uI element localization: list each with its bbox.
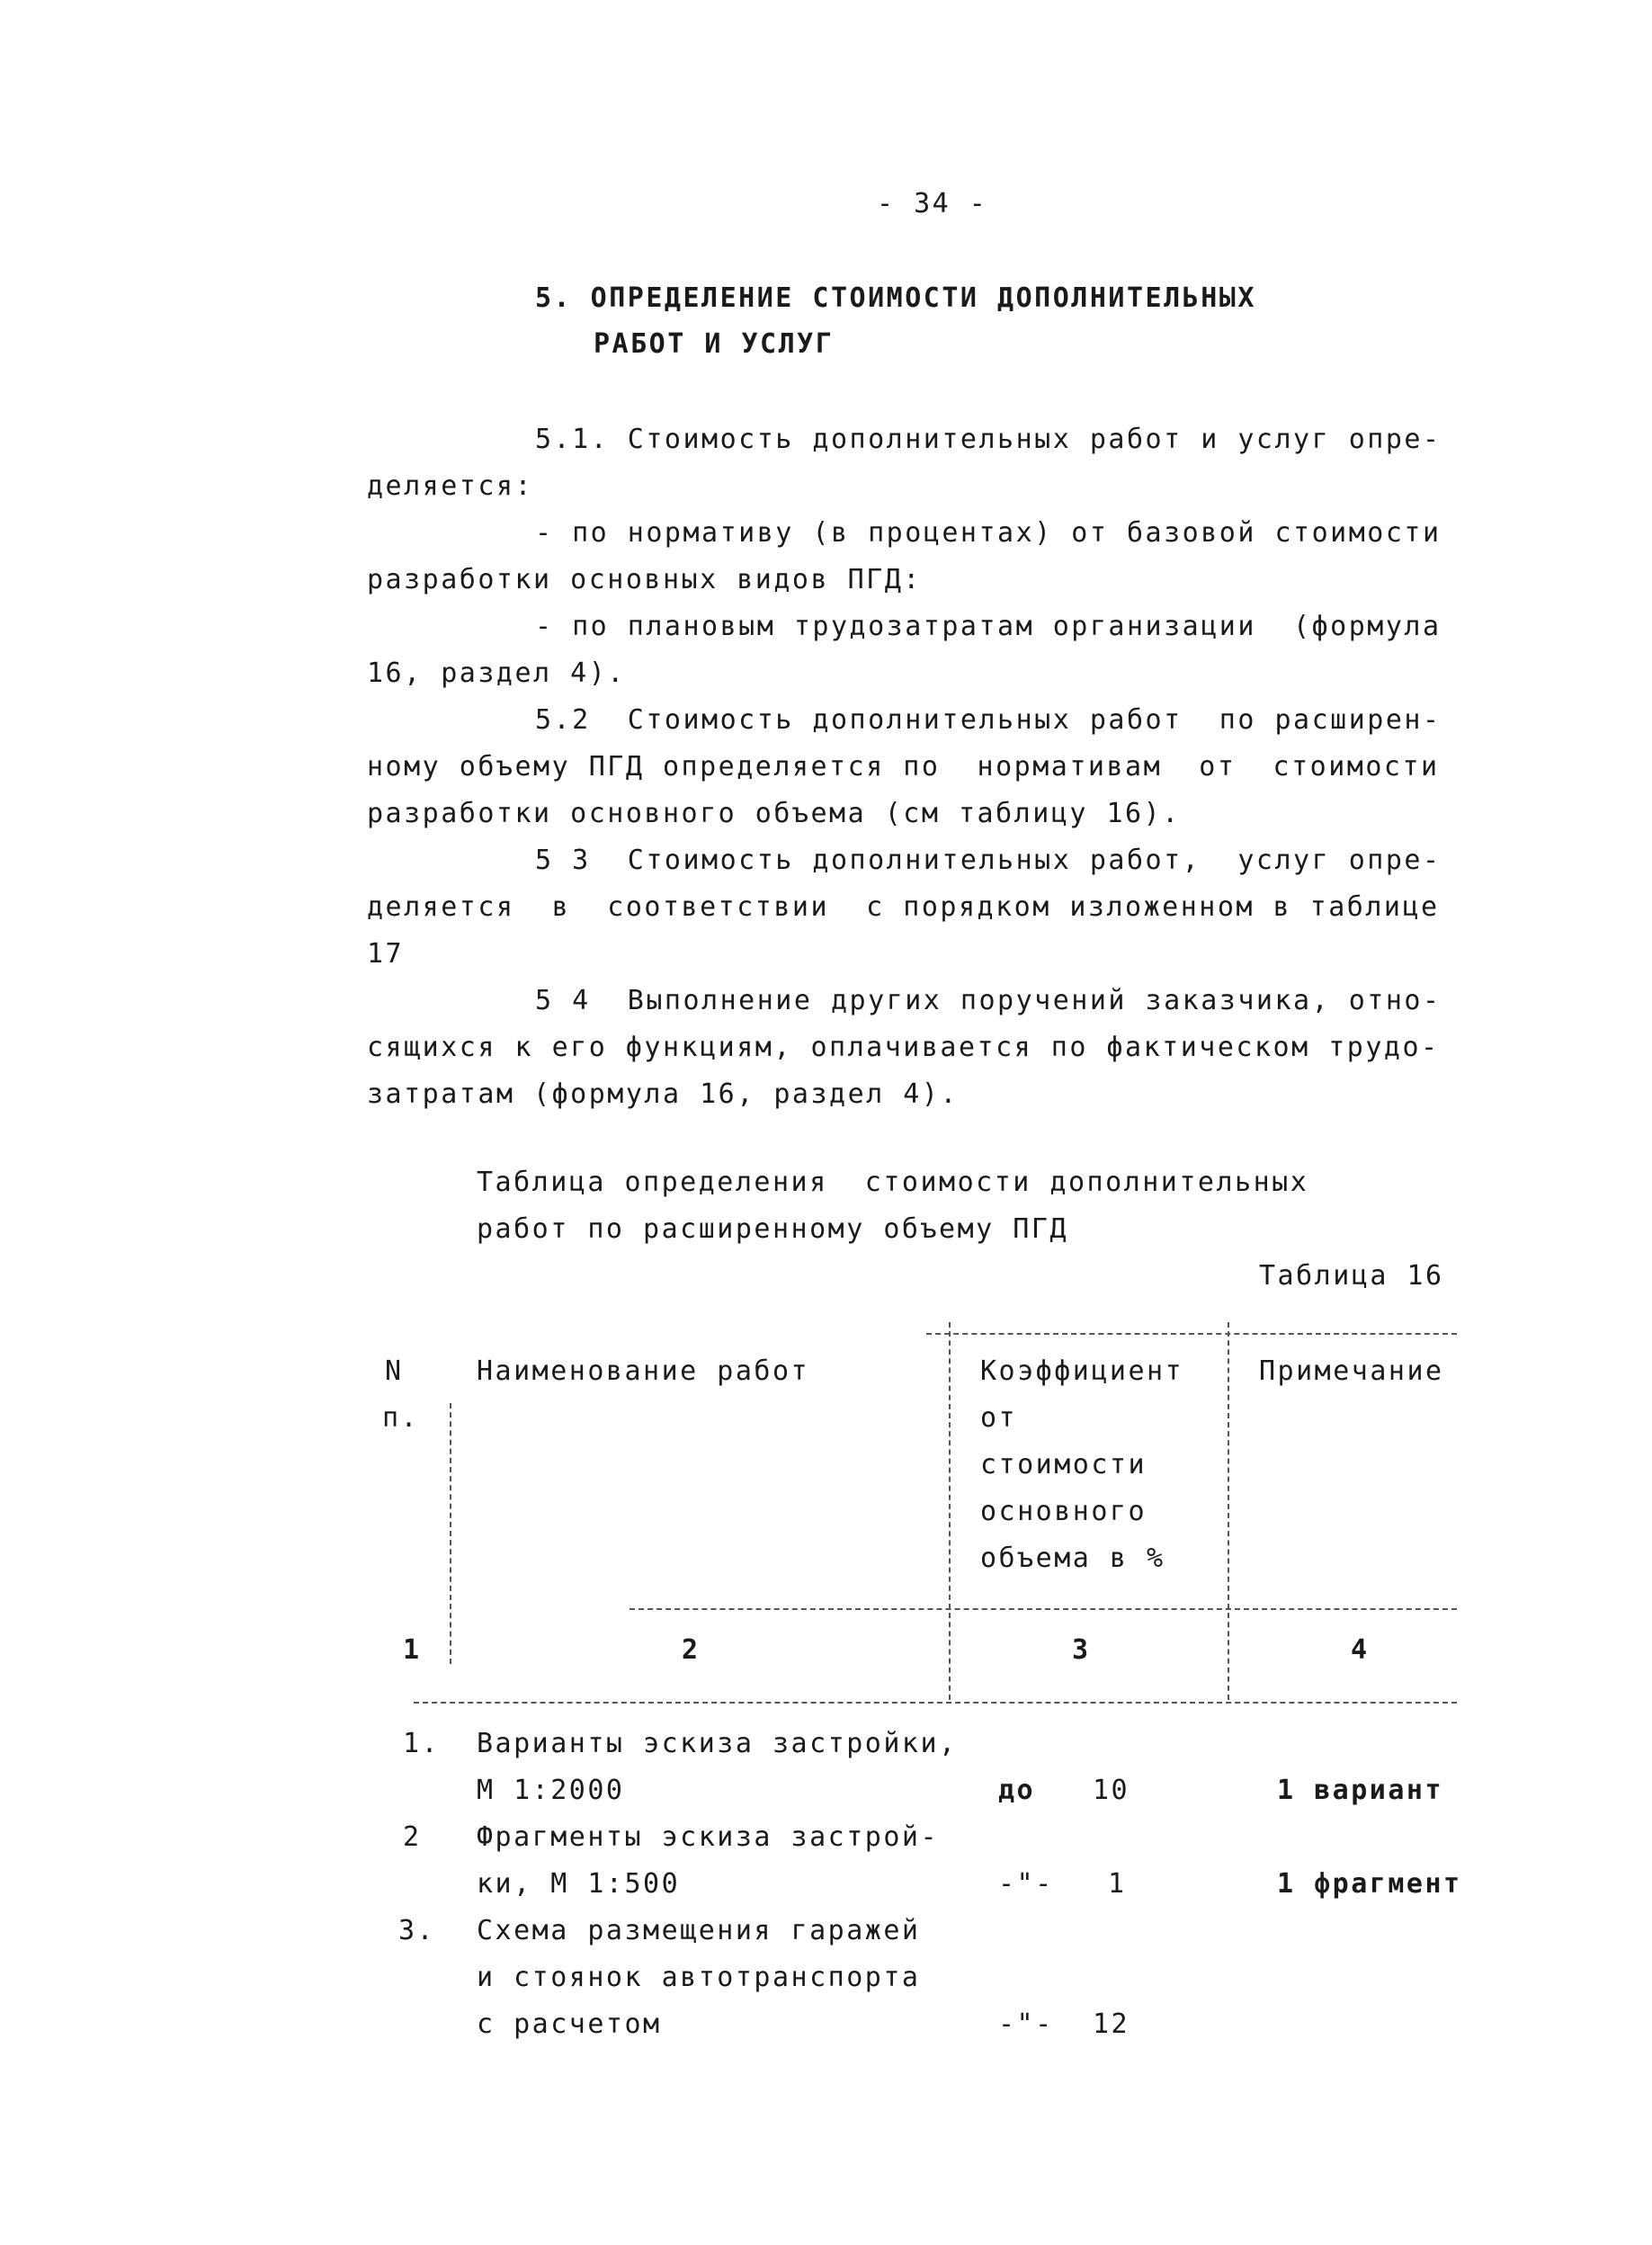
- paragraph-line: затратам (формула 16, раздел 4).: [367, 1078, 959, 1110]
- header-col3-line: от: [980, 1402, 1018, 1434]
- table-divider-2: [949, 1322, 951, 1700]
- table-row-name: ки, М 1:500: [477, 1868, 681, 1900]
- table-row-note: 1 вариант: [1277, 1775, 1444, 1806]
- header-col1-n: N: [385, 1355, 404, 1387]
- table-row-name: Варианты эскиза застройки,: [477, 1728, 958, 1759]
- header-col3-line: Коэффициент: [980, 1355, 1184, 1387]
- table-row-name: Фрагменты эскиза застрой-: [477, 1821, 940, 1853]
- table-row-name: Схема размещения гаражей: [477, 1915, 921, 1946]
- header-col3-line: объема в %: [980, 1543, 1165, 1574]
- table-row-value: 1: [1108, 1868, 1127, 1900]
- table-row-value: 12: [1093, 2008, 1130, 2040]
- table-caption-line2: работ по расширенному объему ПГД: [477, 1213, 1068, 1245]
- table-header-rule: [630, 1608, 1457, 1610]
- table-row-name: с расчетом: [477, 2008, 662, 2040]
- paragraph-line: 5 4 Выполнение других поручений заказчика, отно-: [535, 985, 1442, 1016]
- table-row-number: 2: [403, 1821, 422, 1853]
- table-label: Таблица 16: [1259, 1260, 1444, 1292]
- table-row-number: 3.: [398, 1915, 436, 1946]
- col-number: 3: [1072, 1634, 1091, 1666]
- table-row-prefix: -"-: [998, 1868, 1054, 1900]
- paragraph-line: 5.2 Стоимость дополнительных работ по расширен-: [535, 704, 1442, 736]
- paragraph-line: разработки основных видов ПГД:: [367, 564, 922, 595]
- header-col3-line: основного: [980, 1496, 1147, 1527]
- table-row-prefix: до: [998, 1775, 1036, 1806]
- paragraph-line: деляется:: [367, 470, 534, 502]
- section-heading-line1: 5. ОПРЕДЕЛЕНИЕ СТОИМОСТИ ДОПОЛНИТЕЛЬНЫХ: [535, 282, 1256, 314]
- paragraph-line: 5.1. Стоимость дополнительных работ и услуг опре-: [535, 424, 1442, 455]
- header-col1-p: п.: [382, 1402, 420, 1434]
- table-divider-3: [1228, 1322, 1229, 1700]
- table-number-rule: [414, 1702, 1457, 1704]
- table-divider-1: [450, 1403, 451, 1664]
- paragraph-line: 17: [367, 938, 405, 970]
- table-row-prefix: -"-: [998, 2008, 1054, 2040]
- paragraph-line: сящихся к его функциям, оплачивается по фактическом трудо-: [367, 1032, 1440, 1063]
- col-number: 2: [682, 1634, 701, 1666]
- table-row-note: 1 фрагмент: [1277, 1868, 1462, 1900]
- table-row-number: 1.: [403, 1728, 441, 1759]
- col-number: 1: [403, 1634, 422, 1666]
- table-top-rule: [926, 1333, 1457, 1335]
- table-row-name: М 1:2000: [477, 1775, 625, 1806]
- paragraph-line: 5 3 Стоимость дополнительных работ, услуг опре-: [535, 845, 1442, 876]
- header-col3-line: стоимости: [980, 1449, 1147, 1480]
- paragraph-line: разработки основного объема (см таблицу 16).: [367, 798, 1181, 829]
- paragraph-line: - по нормативу (в процентах) от базовой стоимости: [535, 517, 1442, 549]
- col-number: 4: [1351, 1634, 1370, 1666]
- table-row-value: 10: [1093, 1775, 1130, 1806]
- header-col2: Наименование работ: [477, 1355, 810, 1387]
- paragraph-line: деляется в соответствии с порядком изложенном в таблице: [367, 891, 1440, 923]
- paragraph-line: 16, раздел 4).: [367, 657, 626, 689]
- paragraph-line: ному объему ПГД определяется по нормативам от стоимости: [367, 751, 1440, 783]
- table-row-name: и стоянок автотранспорта: [477, 1962, 921, 1993]
- table-caption-line1: Таблица определения стоимости дополнительных: [477, 1167, 1309, 1198]
- section-heading-line2: РАБОТ И УСЛУГ: [594, 328, 835, 360]
- header-col4: Примечание: [1259, 1355, 1444, 1387]
- page-number: - 34 -: [877, 188, 988, 219]
- paragraph-line: - по плановым трудозатратам организации (формула: [535, 611, 1442, 642]
